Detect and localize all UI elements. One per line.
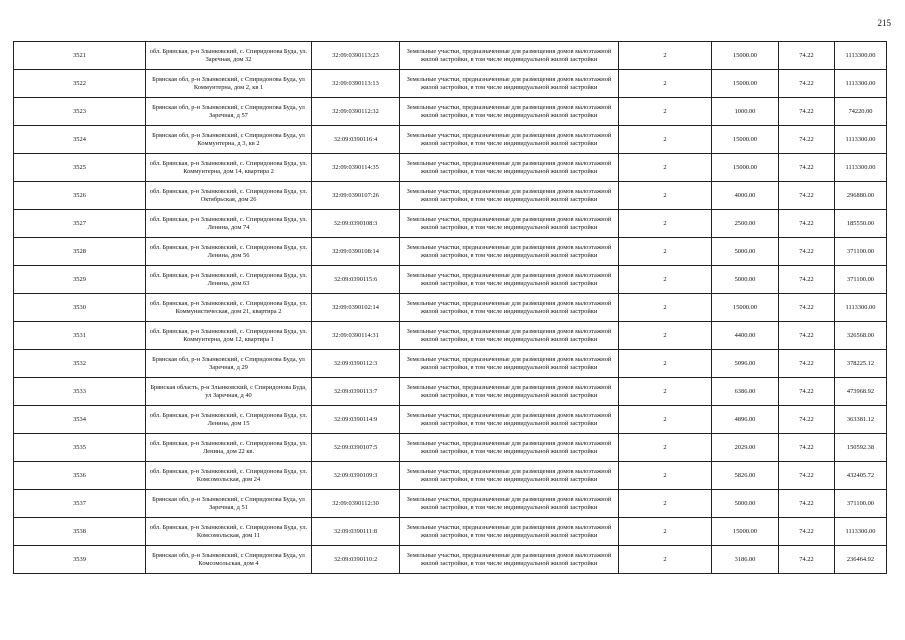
land-use-purpose-cell: Земельные участки, предназначенные для размещения домов малоэтажной жилой застройки, в том числе индивидуальной жилой застройки bbox=[400, 42, 619, 70]
land-use-purpose-cell: Земельные участки, предназначенные для размещения домов малоэтажной жилой застройки, в том числе индивидуальной жилой застройки bbox=[400, 518, 619, 546]
address-cell: обл. Брянская, р-н Злынковский, с. Спиридонова Буда, ул. Ленина, дом 22 кв. bbox=[146, 434, 312, 462]
address-cell: Брянская обл, р-н Злынковский, с Спиридонова Буда, ул Коммунтерна, дом 2, кв 1 bbox=[146, 70, 312, 98]
address-cell: Брянская область, р-н Злынковский, с Спиридонова Буда, ул Заречная, д 40 bbox=[146, 378, 312, 406]
table-row bbox=[14, 434, 887, 462]
cadastral-value-cell: 1113300.00 bbox=[835, 42, 887, 70]
area-cell: 4896.00 bbox=[712, 406, 779, 434]
group-cell: 2 bbox=[619, 210, 712, 238]
cadastral-number-cell: 32:09:0390102:14 bbox=[312, 294, 400, 322]
cadastral-value-cell: 371100.00 bbox=[835, 490, 887, 518]
page-number: 215 bbox=[877, 18, 891, 28]
address-cell: обл. Брянская, р-н Злынковский, с. Спиридонова Буда, ул. Коммунтерна, дом 14, квартира 2 bbox=[146, 154, 312, 182]
group-cell: 2 bbox=[619, 154, 712, 182]
cadastral-value-cell: 185550.00 bbox=[835, 210, 887, 238]
rate-cell: 74.22 bbox=[779, 518, 835, 546]
group-cell: 2 bbox=[619, 546, 712, 574]
table-row bbox=[14, 322, 887, 350]
land-use-purpose-cell: Земельные участки, предназначенные для размещения домов малоэтажной жилой застройки, в том числе индивидуальной жилой застройки bbox=[400, 126, 619, 154]
group-cell: 2 bbox=[619, 238, 712, 266]
area-cell: 15000.00 bbox=[712, 518, 779, 546]
table-row bbox=[14, 42, 887, 70]
rate-cell: 74.22 bbox=[779, 154, 835, 182]
row-number: 3526 bbox=[14, 182, 146, 210]
rate-cell: 74.22 bbox=[779, 266, 835, 294]
cadastral-value-cell: 1113300.00 bbox=[835, 294, 887, 322]
land-use-purpose-cell: Земельные участки, предназначенные для размещения домов малоэтажной жилой застройки, в том числе индивидуальной жилой застройки bbox=[400, 546, 619, 574]
group-cell: 2 bbox=[619, 462, 712, 490]
land-use-purpose-cell: Земельные участки, предназначенные для размещения домов малоэтажной жилой застройки, в том числе индивидуальной жилой застройки bbox=[400, 378, 619, 406]
table-row bbox=[14, 210, 887, 238]
row-number: 3530 bbox=[14, 294, 146, 322]
cadastral-value-cell: 1113300.00 bbox=[835, 70, 887, 98]
cadastral-number-cell: 32:09:0390115:6 bbox=[312, 266, 400, 294]
cadastral-value-cell: 473968.92 bbox=[835, 378, 887, 406]
group-cell: 2 bbox=[619, 406, 712, 434]
rate-cell: 74.22 bbox=[779, 210, 835, 238]
land-use-purpose-cell: Земельные участки, предназначенные для размещения домов малоэтажной жилой застройки, в том числе индивидуальной жилой застройки bbox=[400, 350, 619, 378]
group-cell: 2 bbox=[619, 126, 712, 154]
table-row bbox=[14, 490, 887, 518]
address-cell: Брянская обл, р-н Злынковский, с Спиридонова Буда, ул Комсомольская, дом 4 bbox=[146, 546, 312, 574]
group-cell: 2 bbox=[619, 322, 712, 350]
land-use-purpose-cell: Земельные участки, предназначенные для размещения домов малоэтажной жилой застройки, в том числе индивидуальной жилой застройки bbox=[400, 434, 619, 462]
land-use-purpose-cell: Земельные участки, предназначенные для размещения домов малоэтажной жилой застройки, в том числе индивидуальной жилой застройки bbox=[400, 182, 619, 210]
rate-cell: 74.22 bbox=[779, 70, 835, 98]
cadastral-number-cell: 32:09:0390113:23 bbox=[312, 42, 400, 70]
table-body bbox=[14, 42, 887, 574]
rate-cell: 74.22 bbox=[779, 98, 835, 126]
table-row bbox=[14, 546, 887, 574]
area-cell: 5826.00 bbox=[712, 462, 779, 490]
land-use-purpose-cell: Земельные участки, предназначенные для размещения домов малоэтажной жилой застройки, в том числе индивидуальной жилой застройки bbox=[400, 238, 619, 266]
area-cell: 15000.00 bbox=[712, 154, 779, 182]
table-row bbox=[14, 182, 887, 210]
cadastral-number-cell: 32:09:0390114:31 bbox=[312, 322, 400, 350]
area-cell: 15000.00 bbox=[712, 126, 779, 154]
group-cell: 2 bbox=[619, 98, 712, 126]
rate-cell: 74.22 bbox=[779, 350, 835, 378]
cadastral-number-cell: 32:09:0390116:4 bbox=[312, 126, 400, 154]
land-use-purpose-cell: Земельные участки, предназначенные для размещения домов малоэтажной жилой застройки, в том числе индивидуальной жилой застройки bbox=[400, 266, 619, 294]
address-cell: Брянская обл, р-н Злынковский, с Спиридонова Буда, ул Заречная, д 29 bbox=[146, 350, 312, 378]
land-registry-table bbox=[13, 41, 887, 574]
cadastral-value-cell: 1113300.00 bbox=[835, 518, 887, 546]
area-cell: 5000.00 bbox=[712, 266, 779, 294]
area-cell: 4400.00 bbox=[712, 322, 779, 350]
group-cell: 2 bbox=[619, 434, 712, 462]
area-cell: 15000.00 bbox=[712, 294, 779, 322]
area-cell: 2500.00 bbox=[712, 210, 779, 238]
area-cell: 2029.00 bbox=[712, 434, 779, 462]
group-cell: 2 bbox=[619, 42, 712, 70]
cadastral-number-cell: 32:09:0390108:3 bbox=[312, 210, 400, 238]
land-use-purpose-cell: Земельные участки, предназначенные для размещения домов малоэтажной жилой застройки, в том числе индивидуальной жилой застройки bbox=[400, 210, 619, 238]
area-cell: 3186.00 bbox=[712, 546, 779, 574]
address-cell: обл. Брянская, р-н Злынковский, с. Спиридонова Буда, ул. Ленина, дом 63 bbox=[146, 266, 312, 294]
group-cell: 2 bbox=[619, 266, 712, 294]
address-cell: Брянская обл, р-н Злынковский, с Спиридонова Буда, ул Заречная, д 57 bbox=[146, 98, 312, 126]
row-number: 3528 bbox=[14, 238, 146, 266]
row-number: 3537 bbox=[14, 490, 146, 518]
table-row bbox=[14, 378, 887, 406]
area-cell: 5000.00 bbox=[712, 238, 779, 266]
rate-cell: 74.22 bbox=[779, 378, 835, 406]
address-cell: обл. Брянская, р-н Злынковский, с. Спиридонова Буда, ул. Заречная, дом 32 bbox=[146, 42, 312, 70]
group-cell: 2 bbox=[619, 182, 712, 210]
address-cell: Брянская обл, р-н Злынковский, с Спиридонова Буда, ул Коммунтерна, д 3, кв 2 bbox=[146, 126, 312, 154]
cadastral-number-cell: 32:09:0390114:35 bbox=[312, 154, 400, 182]
area-cell: 15000.00 bbox=[712, 70, 779, 98]
row-number: 3535 bbox=[14, 434, 146, 462]
table-row bbox=[14, 518, 887, 546]
land-use-purpose-cell: Земельные участки, предназначенные для размещения домов малоэтажной жилой застройки, в том числе индивидуальной жилой застройки bbox=[400, 490, 619, 518]
land-use-purpose-cell: Земельные участки, предназначенные для размещения домов малоэтажной жилой застройки, в том числе индивидуальной жилой застройки bbox=[400, 98, 619, 126]
table-row bbox=[14, 462, 887, 490]
address-cell: Брянская обл, р-н Злынковский, с Спиридонова Буда, ул Заречная, д 51 bbox=[146, 490, 312, 518]
row-number: 3529 bbox=[14, 266, 146, 294]
table-row bbox=[14, 238, 887, 266]
address-cell: обл. Брянская, р-н Злынковский, с. Спиридонова Буда, ул. Коммунистическая, дом 21, квартира 2 bbox=[146, 294, 312, 322]
group-cell: 2 bbox=[619, 350, 712, 378]
row-number: 3531 bbox=[14, 322, 146, 350]
row-number: 3533 bbox=[14, 378, 146, 406]
table-row bbox=[14, 406, 887, 434]
area-cell: 5000.00 bbox=[712, 490, 779, 518]
rate-cell: 74.22 bbox=[779, 490, 835, 518]
row-number: 3524 bbox=[14, 126, 146, 154]
row-number: 3534 bbox=[14, 406, 146, 434]
cadastral-value-cell: 363381.12 bbox=[835, 406, 887, 434]
rate-cell: 74.22 bbox=[779, 294, 835, 322]
rate-cell: 74.22 bbox=[779, 434, 835, 462]
table-row bbox=[14, 294, 887, 322]
address-cell: обл. Брянская, р-н Злынковский, с. Спиридонова Буда, ул. Ленина, дом 56 bbox=[146, 238, 312, 266]
address-cell: обл. Брянская, р-н Злынковский, с. Спиридонова Буда, ул. Октябрьская, дом 26 bbox=[146, 182, 312, 210]
group-cell: 2 bbox=[619, 378, 712, 406]
rate-cell: 74.22 bbox=[779, 546, 835, 574]
address-cell: обл. Брянская, р-н Злынковский, с. Спиридонова Буда, ул. Комсомольская, дом 24 bbox=[146, 462, 312, 490]
table-row bbox=[14, 98, 887, 126]
rate-cell: 74.22 bbox=[779, 462, 835, 490]
land-use-purpose-cell: Земельные участки, предназначенные для размещения домов малоэтажной жилой застройки, в том числе индивидуальной жилой застройки bbox=[400, 70, 619, 98]
table-row bbox=[14, 70, 887, 98]
row-number: 3536 bbox=[14, 462, 146, 490]
cadastral-number-cell: 32:09:0390112:3 bbox=[312, 350, 400, 378]
area-cell: 6386.00 bbox=[712, 378, 779, 406]
row-number: 3532 bbox=[14, 350, 146, 378]
rate-cell: 74.22 bbox=[779, 238, 835, 266]
table-row bbox=[14, 126, 887, 154]
cadastral-value-cell: 371100.00 bbox=[835, 238, 887, 266]
cadastral-number-cell: 32:09:0390113:7 bbox=[312, 378, 400, 406]
cadastral-number-cell: 32:09:0390112:30 bbox=[312, 490, 400, 518]
cadastral-value-cell: 1113300.00 bbox=[835, 154, 887, 182]
row-number: 3539 bbox=[14, 546, 146, 574]
land-use-purpose-cell: Земельные участки, предназначенные для размещения домов малоэтажной жилой застройки, в том числе индивидуальной жилой застройки bbox=[400, 462, 619, 490]
cadastral-value-cell: 74220.00 bbox=[835, 98, 887, 126]
table-row bbox=[14, 266, 887, 294]
cadastral-number-cell: 32:09:0390108:14 bbox=[312, 238, 400, 266]
cadastral-number-cell: 32:09:0390113:13 bbox=[312, 70, 400, 98]
row-number: 3521 bbox=[14, 42, 146, 70]
address-cell: обл. Брянская, р-н Злынковский, с. Спиридонова Буда, ул. Комсомольская, дом 11 bbox=[146, 518, 312, 546]
cadastral-value-cell: 150592.38 bbox=[835, 434, 887, 462]
cadastral-number-cell: 32:09:0390107:26 bbox=[312, 182, 400, 210]
cadastral-value-cell: 296880.00 bbox=[835, 182, 887, 210]
row-number: 3522 bbox=[14, 70, 146, 98]
table-row bbox=[14, 350, 887, 378]
cadastral-value-cell: 371100.00 bbox=[835, 266, 887, 294]
cadastral-number-cell: 32:09:0390110:2 bbox=[312, 546, 400, 574]
rate-cell: 74.22 bbox=[779, 182, 835, 210]
row-number: 3525 bbox=[14, 154, 146, 182]
group-cell: 2 bbox=[619, 490, 712, 518]
cadastral-number-cell: 32:09:0390111:8 bbox=[312, 518, 400, 546]
cadastral-value-cell: 326568.00 bbox=[835, 322, 887, 350]
land-use-purpose-cell: Земельные участки, предназначенные для размещения домов малоэтажной жилой застройки, в том числе индивидуальной жилой застройки bbox=[400, 154, 619, 182]
area-cell: 15000.00 bbox=[712, 42, 779, 70]
rate-cell: 74.22 bbox=[779, 406, 835, 434]
land-use-purpose-cell: Земельные участки, предназначенные для размещения домов малоэтажной жилой застройки, в том числе индивидуальной жилой застройки bbox=[400, 294, 619, 322]
row-number: 3523 bbox=[14, 98, 146, 126]
rate-cell: 74.22 bbox=[779, 126, 835, 154]
cadastral-number-cell: 32:09:0390107:5 bbox=[312, 434, 400, 462]
cadastral-value-cell: 236464.92 bbox=[835, 546, 887, 574]
rate-cell: 74.22 bbox=[779, 322, 835, 350]
group-cell: 2 bbox=[619, 518, 712, 546]
group-cell: 2 bbox=[619, 70, 712, 98]
cadastral-value-cell: 432405.72 bbox=[835, 462, 887, 490]
address-cell: обл. Брянская, р-н Злынковский, с. Спиридонова Буда, ул. Коммунтерна, дом 12, квартира 1 bbox=[146, 322, 312, 350]
cadastral-number-cell: 32:09:0390114:9 bbox=[312, 406, 400, 434]
rate-cell: 74.22 bbox=[779, 42, 835, 70]
area-cell: 5096.00 bbox=[712, 350, 779, 378]
address-cell: обл. Брянская, р-н Злынковский, с. Спиридонова Буда, ул. Ленина, дом 74 bbox=[146, 210, 312, 238]
row-number: 3538 bbox=[14, 518, 146, 546]
land-use-purpose-cell: Земельные участки, предназначенные для размещения домов малоэтажной жилой застройки, в том числе индивидуальной жилой застройки bbox=[400, 322, 619, 350]
row-number: 3527 bbox=[14, 210, 146, 238]
cadastral-value-cell: 378225.12 bbox=[835, 350, 887, 378]
address-cell: обл. Брянская, р-н Злынковский, с. Спиридонова Буда, ул. Ленина, дом 15 bbox=[146, 406, 312, 434]
cadastral-number-cell: 32:09:0390109:3 bbox=[312, 462, 400, 490]
area-cell: 1000.00 bbox=[712, 98, 779, 126]
table-row bbox=[14, 154, 887, 182]
group-cell: 2 bbox=[619, 294, 712, 322]
cadastral-value-cell: 1113300.00 bbox=[835, 126, 887, 154]
land-use-purpose-cell: Земельные участки, предназначенные для размещения домов малоэтажной жилой застройки, в том числе индивидуальной жилой застройки bbox=[400, 406, 619, 434]
area-cell: 4000.00 bbox=[712, 182, 779, 210]
cadastral-number-cell: 32:09:0390112:32 bbox=[312, 98, 400, 126]
